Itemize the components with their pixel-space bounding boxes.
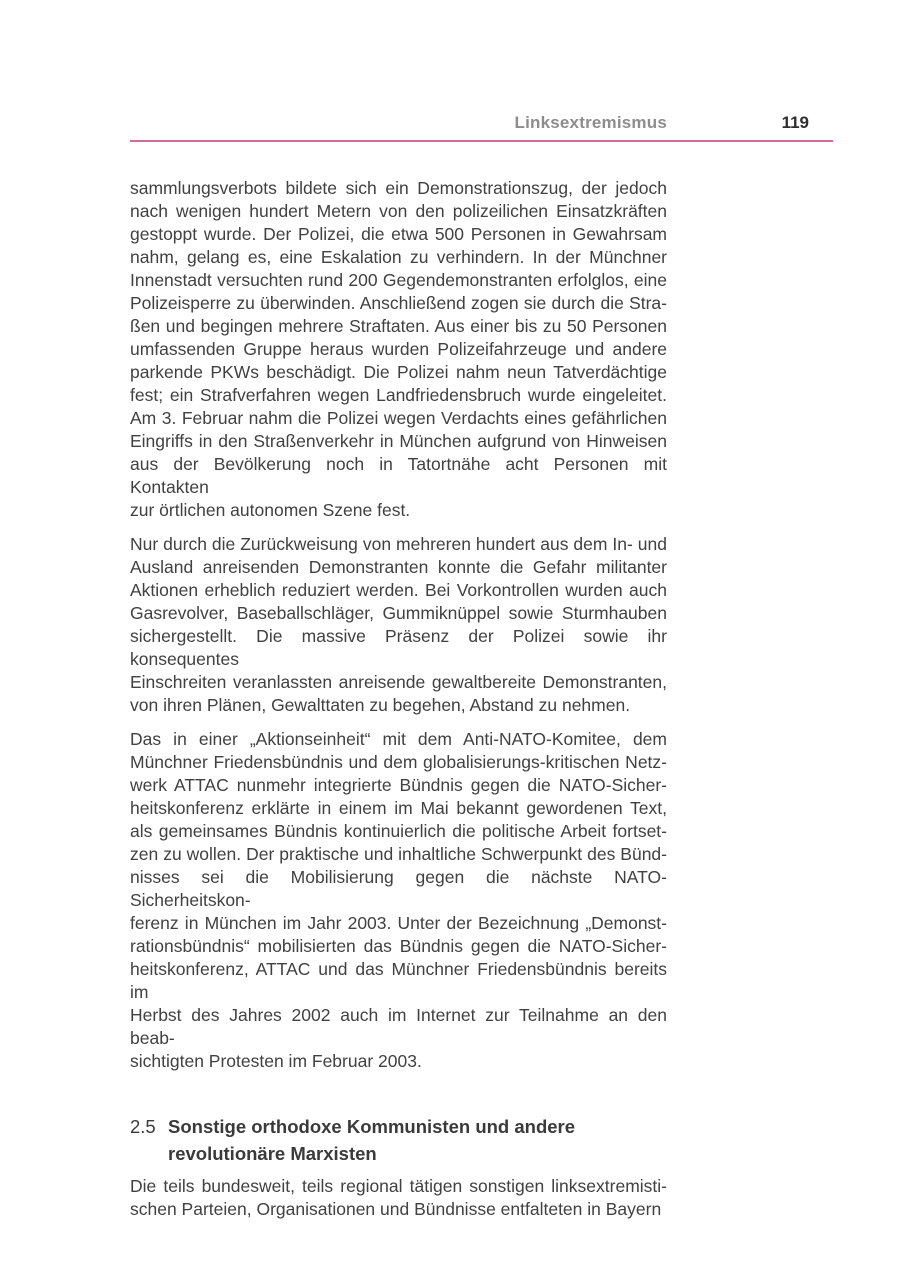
page-number: 119	[781, 113, 809, 132]
text-line: Aktionen erheblich reduziert werden. Bei Vorkontrollen wurden auch	[130, 580, 667, 600]
text-line: Ausland anreisenden Demonstranten konnte die Gefahr militanter	[130, 557, 667, 577]
text-line: parkende PKWs beschädigt. Die Polizei nahm neun Tatverdächtige	[130, 362, 667, 382]
section-title	[168, 1113, 667, 1167]
text-line: von ihren Plänen, Gewalttaten zu begehen, Abstand zu nehmen.	[130, 695, 631, 715]
text-line: heitskonferenz erklärte in einem im Mai bekannt gewordenen Text,	[130, 798, 667, 818]
text-line: sichtigten Protesten im Februar 2003.	[130, 1051, 422, 1071]
text-line: Einschreiten veranlassten anreisende gewaltbereite Demonstranten,	[130, 672, 667, 692]
text-line: Nur durch die Zurückweisung von mehreren hundert aus dem In- und	[130, 534, 667, 554]
text-line: sammlungsverbots bildete sich ein Demonstrationszug, der jedoch	[130, 178, 667, 198]
text-line: schen Parteien, Organisationen und Bündnisse entfalteten in Bayern	[130, 1199, 662, 1219]
text-line: Innenstadt versuchten rund 200 Gegendemonstranten erfolglos, eine	[130, 270, 667, 290]
text-column	[130, 177, 667, 1232]
text-line: nahm, gelang es, eine Eskalation zu verhindern. In der Münchner	[130, 247, 667, 267]
text-line: als gemeinsames Bündnis kontinuierlich die politische Arbeit fortset-	[130, 821, 667, 841]
text-line: gestoppt wurde. Der Polizei, die etwa 500 Personen in Gewahrsam	[130, 224, 667, 244]
text-line: Sonstige orthodoxe Kommunisten und andere	[168, 1116, 576, 1137]
paragraph-aktionseinheit	[130, 728, 667, 1073]
running-section-title: Linksextremismus	[514, 113, 667, 132]
text-line: zur örtlichen autonomen Szene fest.	[130, 500, 411, 520]
text-line: nach wenigen hundert Metern von den polizeilichen Einsatzkräften	[130, 201, 667, 221]
text-line: Das in einer „Aktionseinheit“ mit dem Anti-NATO-Komitee, dem	[130, 729, 667, 749]
text-line: Herbst des Jahres 2002 auch im Internet zur Teilnahme an den beab-	[130, 1005, 667, 1048]
paragraph-zurueckweisung	[130, 533, 667, 717]
text-line: ßen und begingen mehrere Straftaten. Aus einer bis zu 50 Personen	[130, 316, 667, 336]
text-line: fest; ein Strafverfahren wegen Landfriedensbruch wurde eingeleitet.	[130, 385, 667, 405]
text-line: werk ATTAC nunmehr integrierte Bündnis gegen die NATO-Sicher-	[130, 775, 667, 795]
paragraph-demonstration	[130, 177, 667, 522]
paragraph-sonstige-parteien	[130, 1175, 667, 1221]
text-line: nisses sei die Mobilisierung gegen die nächste NATO-Sicherheitskon-	[130, 867, 667, 910]
page-header	[130, 112, 833, 134]
section-heading	[130, 1113, 667, 1167]
text-line: Gasrevolver, Baseballschläger, Gummiknüppel sowie Sturmhauben	[130, 603, 667, 623]
text-line: aus der Bevölkerung noch in Tatortnähe acht Personen mit Kontakten	[130, 454, 667, 497]
section-number: 2.5	[130, 1116, 156, 1137]
header-rule-divider	[130, 140, 833, 142]
text-line: Die teils bundesweit, teils regional tätigen sonstigen linksextremisti-	[130, 1176, 667, 1196]
text-line: rationsbündnis“ mobilisierten das Bündnis gegen die NATO-Sicher-	[130, 936, 667, 956]
text-line: revolutionäre Marxisten	[168, 1143, 377, 1164]
text-line: Am 3. Februar nahm die Polizei wegen Verdachts eines gefährlichen	[130, 408, 667, 428]
text-line: Eingriffs in den Straßenverkehr in München aufgrund von Hinweisen	[130, 431, 667, 451]
text-line: zen zu wollen. Der praktische und inhaltliche Schwerpunkt des Bünd-	[130, 844, 667, 864]
text-line: ferenz in München im Jahr 2003. Unter der Bezeichnung „Demonst-	[130, 913, 667, 933]
text-line: umfassenden Gruppe heraus wurden Polizeifahrzeuge und andere	[130, 339, 667, 359]
text-line: heitskonferenz, ATTAC und das Münchner Friedensbündnis bereits im	[130, 959, 667, 1002]
text-line: Polizeisperre zu überwinden. Anschließend zogen sie durch die Stra-	[130, 293, 667, 313]
text-line: Münchner Friedensbündnis und dem globalisierungs-kritischen Netz-	[130, 752, 667, 772]
text-line: sichergestellt. Die massive Präsenz der Polizei sowie ihr konsequentes	[130, 626, 667, 669]
